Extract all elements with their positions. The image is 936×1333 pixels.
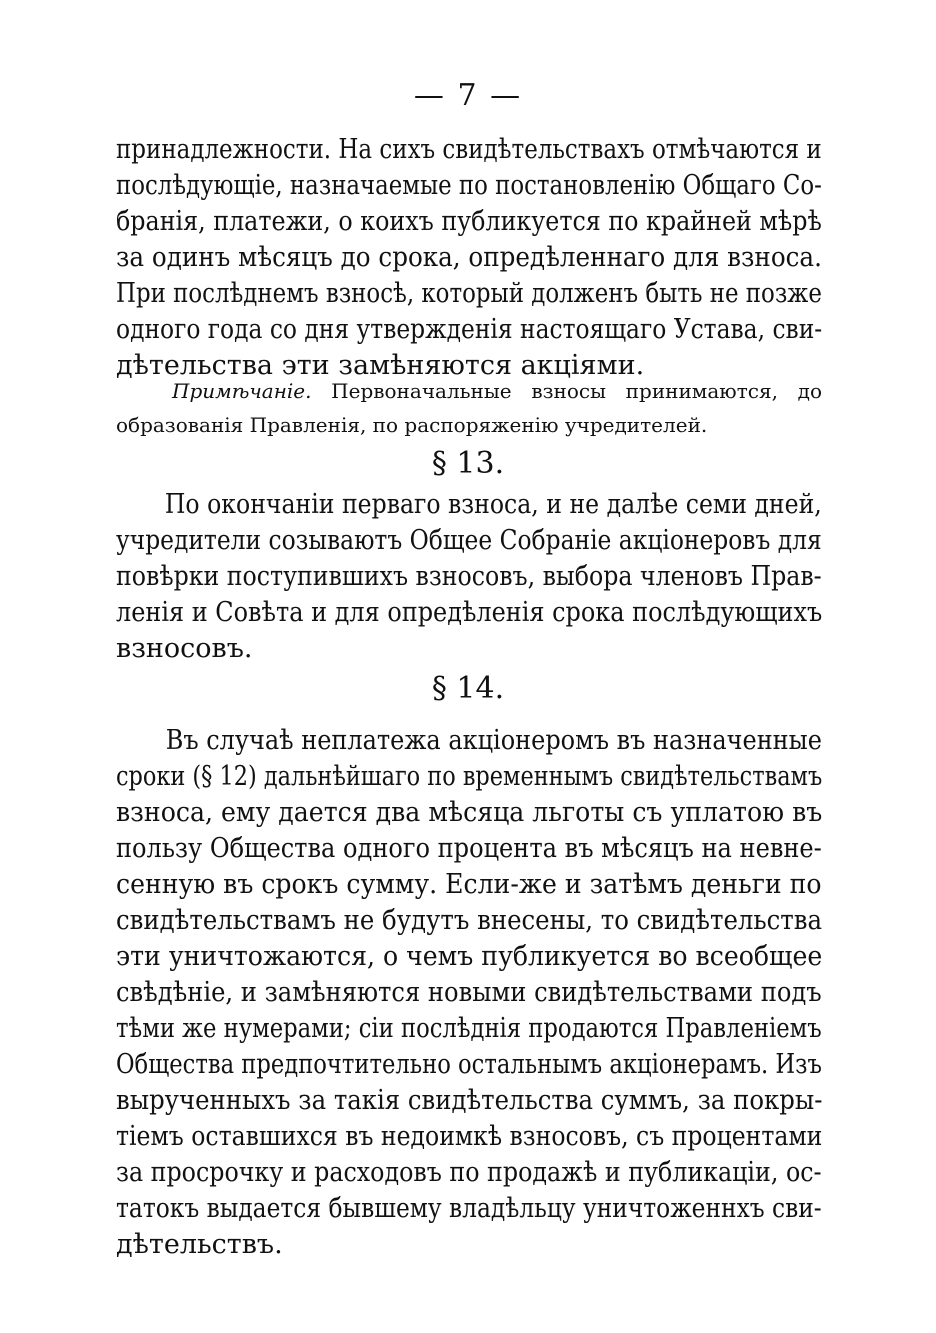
paragraph-continued (116, 132, 822, 384)
text-line: за просрочку и расходовъ по продажѣ и публикаціи, ос- (116, 1157, 822, 1188)
text-line: свидѣтельствамъ не будутъ внесены, то свидѣтельства (116, 905, 823, 936)
text-line: По окончаніи перваго взноса, и не далѣе семи дней, (164, 489, 822, 520)
text-line: дѣтельствъ. (116, 1229, 283, 1260)
note-label: Примѣчаніе. (172, 379, 312, 403)
text-line: вырученныхъ за такія свидѣтельства суммъ, за покры- (116, 1085, 823, 1116)
note-first-line (116, 374, 822, 408)
text-line: дѣтельства эти замѣняются акціями. (116, 350, 645, 381)
page-number: — 7 — (413, 78, 523, 113)
section-14-heading: § 14. (431, 671, 505, 706)
section-14-paragraph (116, 723, 822, 1263)
section-13-heading: § 13. (431, 446, 505, 481)
text-line: учредители созываютъ Общее Собраніе акціонеровъ для (116, 525, 822, 556)
text-line: взноса, ему дается два мѣсяца льготы съ уплатою въ (116, 797, 823, 828)
text-line: принадлежности. На сихъ свидѣтельствахъ отмѣчаются и (116, 134, 822, 165)
text-line: тіемъ оставшихся въ недоимкѣ взносовъ, съ процентами (116, 1121, 823, 1152)
text-line: При послѣднемъ взносѣ, который долженъ быть не позже (116, 278, 822, 309)
text-line: послѣдующіе, назначаемые по постановленію Общаго Со- (116, 170, 822, 201)
text-line: пользу Общества одного процента въ мѣсяцъ на невне- (116, 833, 822, 864)
text-line: татокъ выдается бывшему владѣльцу уничтоженнхъ сви- (116, 1193, 822, 1224)
text-line: сенную въ срокъ сумму. Если-же и затѣмъ деньги по (116, 869, 822, 900)
text-line: бранія, платежи, о коихъ публикуется по крайней мѣрѣ (116, 206, 822, 237)
text-line: одного года со дня утвержденія настоящаго Устава, сви- (116, 314, 823, 345)
text-line: Въ случаѣ неплатежа акціонеромъ въ назначенные (165, 725, 822, 756)
note-second-line: образованія Правленія, по распоряженію учредителей. (116, 413, 708, 437)
note-text: Первоначальные взносы принимаются, до (311, 379, 822, 403)
text-line: ленія и Совѣта и для опредѣленія срока послѣдующихъ (116, 597, 823, 628)
note (116, 374, 822, 442)
text-line: тѣми же нумерами; сіи послѣднія продаются Правленіемъ (116, 1013, 822, 1044)
text-line: эти уничтожаются, о чемъ публикуется во всеобщее (116, 941, 823, 972)
text-line: свѣдѣніе, и замѣняются новыми свидѣтельствами подъ (116, 977, 822, 1008)
text-line: взносовъ. (116, 633, 253, 664)
text-line: сроки (§ 12) дальнѣйшаго по временнымъ свидѣтельствамъ (116, 761, 823, 792)
text-line: Общества предпочтительно остальнымъ акціонерамъ. Изъ (116, 1049, 822, 1080)
text-line: повѣрки поступившихъ взносовъ, выбора членовъ Прав- (116, 561, 822, 592)
section-13-paragraph (116, 487, 822, 667)
text-line: за одинъ мѣсяцъ до срока, опредѣленнаго для взноса. (116, 242, 822, 273)
